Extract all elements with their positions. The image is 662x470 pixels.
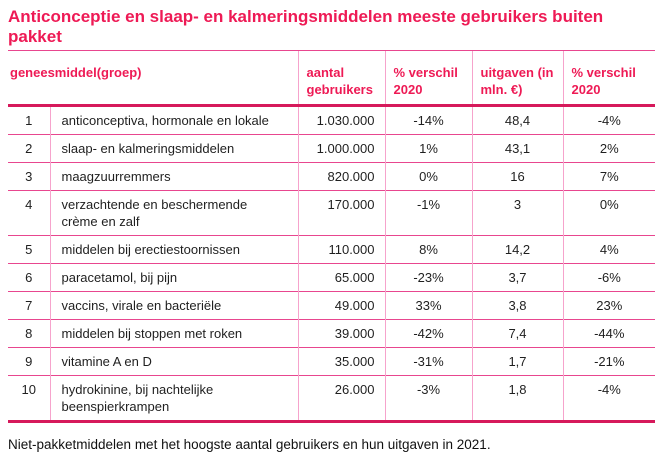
users-cell: 1.000.000 [298,135,385,163]
column-header-users: aantal gebruikers [298,51,385,106]
column-header-spend-diff: % verschil 2020 [563,51,655,106]
column-header-drug: geneesmiddel(groep) [8,51,298,106]
table-row [8,106,655,135]
drug-name-cell: maagzuurremmers [50,163,298,191]
rank-cell: 1 [25,113,33,128]
table-row [8,320,655,348]
users-cell: 49.000 [298,292,385,320]
rank-cell: 7 [8,292,50,320]
drug-name-cell: slaap- en kalmeringsmiddelen [50,135,298,163]
drug-name-cell: middelen bij stoppen met roken [50,320,298,348]
users-diff-cell: -31% [385,348,472,376]
rank-cell: 9 [8,348,50,376]
caption: Niet-pakketmiddelen met het hoogste aantal gebruikers en hun uitgaven in 2021. [8,437,491,452]
medicines-table [8,50,655,423]
users-diff-cell: -3% [385,376,472,422]
spend-cell: 3 [472,191,563,236]
drug-name-cell: paracetamol, bij pijn [50,264,298,292]
spend-cell: 3,7 [472,264,563,292]
spend-diff-cell: 2% [563,135,655,163]
spend-diff-cell: 7% [563,163,655,191]
spend-cell: 1,7 [472,348,563,376]
drug-name-cell: anticonceptiva, hormonale en lokale [50,106,298,135]
spend-cell: 1,8 [472,376,563,422]
column-header-users-diff: % verschil 2020 [385,51,472,106]
drug-name-cell: verzachtende en beschermende crème en zalf [50,191,298,236]
drug-name-cell: vaccins, virale en bacteriële [50,292,298,320]
users-cell: 110.000 [298,236,385,264]
users-cell: 39.000 [298,320,385,348]
table-row [8,292,655,320]
spend-diff-cell: -21% [563,348,655,376]
users-cell: 820.000 [298,163,385,191]
users-diff-cell: -23% [385,264,472,292]
users-diff-cell: 8% [385,236,472,264]
spend-cell: 16 [472,163,563,191]
rank-cell: 2 [8,135,50,163]
users-diff-cell: -14% [385,106,472,135]
rank-cell: 5 [8,236,50,264]
column-header-spend: uitgaven (in mln. €) [472,51,563,106]
users-diff-cell: 1% [385,135,472,163]
users-diff-cell: 33% [385,292,472,320]
spend-diff-cell: -44% [563,320,655,348]
spend-diff-cell: -4% [563,106,655,135]
rank-cell: 6 [8,264,50,292]
table-body [8,106,655,422]
page-title: Anticonceptie en slaap- en kalmeringsmiddelen meeste gebruikers buiten pakket [8,7,604,46]
header-row [8,51,655,106]
users-diff-cell: -42% [385,320,472,348]
table-row [8,348,655,376]
rank-cell: 3 [8,163,50,191]
drug-name-cell: vitamine A en D [50,348,298,376]
drug-name-cell: middelen bij erectiestoornissen [50,236,298,264]
spend-cell: 14,2 [472,236,563,264]
rank-cell: 10 [8,376,50,422]
users-diff-cell: 0% [385,163,472,191]
table-row [8,376,655,422]
table-row [8,135,655,163]
users-cell: 35.000 [298,348,385,376]
users-cell: 65.000 [298,264,385,292]
users-cell: 26.000 [298,376,385,422]
table-row [8,236,655,264]
table-row [8,163,655,191]
rank-cell: 4 [8,191,50,236]
spend-diff-cell: 4% [563,236,655,264]
spend-diff-cell: 0% [563,191,655,236]
table-header [8,51,655,106]
spend-cell: 43,1 [472,135,563,163]
spend-diff-cell: -6% [563,264,655,292]
users-cell: 1.030.000 [298,106,385,135]
users-cell: 170.000 [298,191,385,236]
table-row [8,264,655,292]
spend-diff-cell: 23% [563,292,655,320]
spend-cell: 3,8 [472,292,563,320]
table-row [8,191,655,236]
spend-diff-cell: -4% [563,376,655,422]
users-diff-cell: -1% [385,191,472,236]
drug-name-cell: hydrokinine, bij nachtelijke beenspierkrampen [50,376,298,422]
spend-cell: 7,4 [472,320,563,348]
rank-cell: 8 [8,320,50,348]
spend-cell: 48,4 [472,106,563,135]
